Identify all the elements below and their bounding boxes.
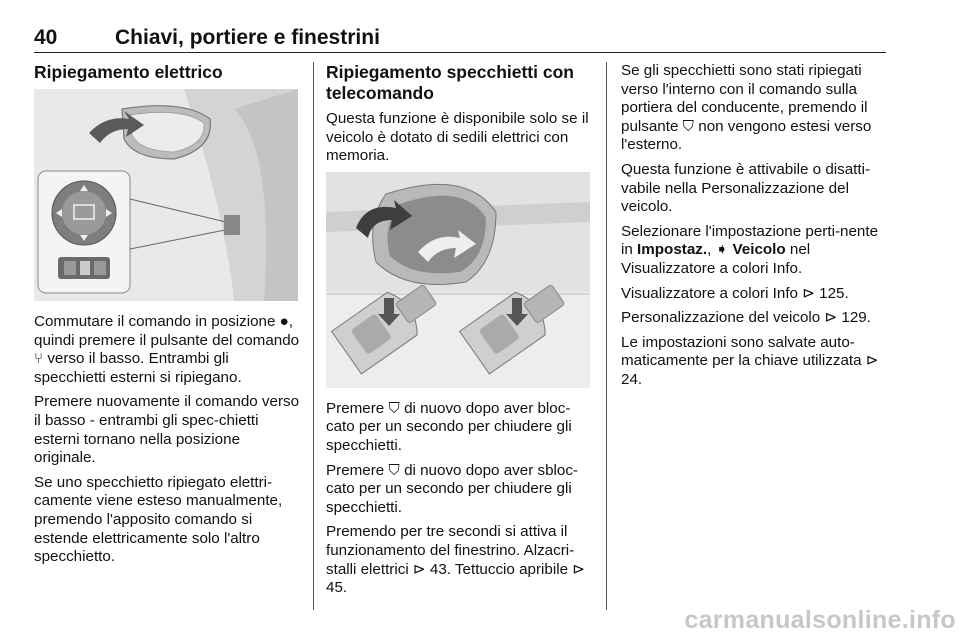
mirror-switch-figure: [34, 89, 298, 301]
paragraph: Commutare il comando in posizione ●, quindi premere il pulsante del comando ⑂ verso il basso. Entrambi gli specchietti esterni si ripiegano.: [34, 313, 300, 386]
chapter-title: Chiavi, portiere e finestrini: [115, 26, 380, 49]
column-divider: [313, 62, 314, 610]
paragraph: Se uno specchietto ripiegato elettri-camente viene esteso manualmente, premendo l'apposito comando si estende elettricamente solo l'altro specchietto.: [34, 473, 283, 566]
section-heading: Ripiegamento specchietti con telecomando: [326, 62, 574, 103]
section-heading: Ripiegamento elettrico: [34, 62, 223, 82]
column-left: [34, 62, 302, 573]
column-divider: [606, 62, 607, 610]
text: nel Visualizzatore a colori Info.: [621, 241, 811, 277]
paragraph: Premendo per tre secondi si attiva il funzionamento del finestrino. Alzacri-stalli elettrici ⊳ 43. Tettuccio apribile ⊳ 45.: [326, 523, 585, 597]
paragraph: [621, 223, 889, 279]
text: , ➧: [707, 241, 733, 259]
paragraph: Premere ⛉ di nuovo dopo aver sbloc-cato per un secondo per chiudere gli specchietti.: [326, 461, 578, 516]
column-right: [621, 62, 889, 396]
mirror-folding-remote-figure: [326, 172, 590, 388]
paragraph: Premere ⛉ di nuovo dopo aver bloc-cato per un secondo per chiudere gli specchietti.: [326, 399, 572, 454]
paragraph: Se gli specchietti sono stati ripiegati verso l'interno con il comando sulla portiera del conducente, premendo il pulsante ⛉ non vengono estesi verso l'esterno.: [621, 62, 872, 154]
page-number: 40: [34, 26, 58, 49]
page-header: [34, 26, 886, 53]
paragraph: Le impostazioni sono salvate auto-maticamente per la chiave utilizzata ⊳ 24.: [621, 333, 879, 388]
text: Selezionare l'impostazione perti-nente in: [621, 222, 879, 259]
cross-reference[interactable]: Personalizzazione del veicolo ⊳ 129.: [621, 309, 871, 327]
paragraph: Questa funzione è disponibile solo se il veicolo è dotato di sedili elettrici con memoria.: [326, 110, 589, 165]
paragraph: Premere nuovamente il comando verso il basso - entrambi gli spec-chietti esterni tornano nella posizione originale.: [34, 393, 300, 467]
paragraph: Questa funzione è attivabile o disatti-vabile nella Personalizzazione del veicolo.: [621, 160, 871, 216]
menu-path-vehicle: Veicolo: [732, 241, 786, 259]
menu-path-settings: Impostaz.: [637, 241, 708, 259]
cross-reference[interactable]: Visualizzatore a colori Info ⊳ 125.: [621, 284, 849, 302]
column-middle: [326, 62, 592, 604]
watermark: carmanualsonline.info: [684, 606, 956, 634]
